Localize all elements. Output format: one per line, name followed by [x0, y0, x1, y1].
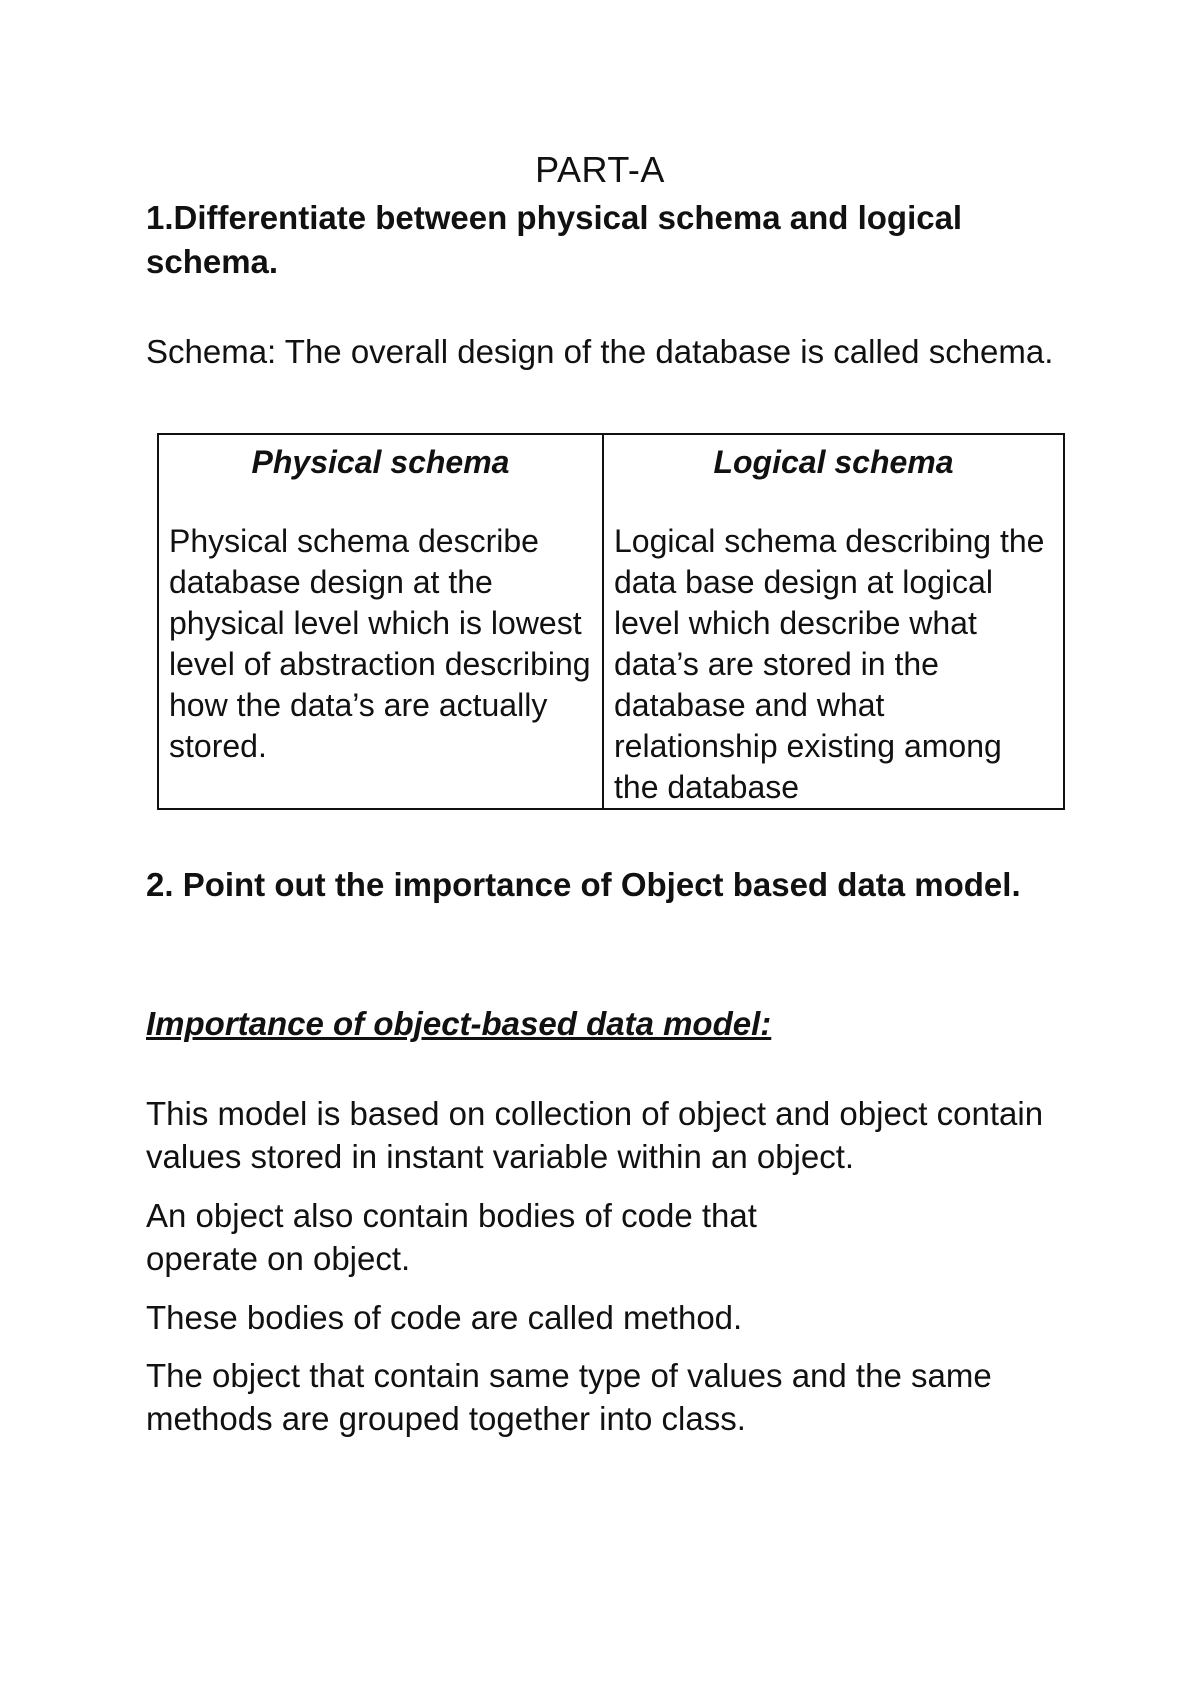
paragraph-method: These bodies of code are called method.	[146, 1299, 743, 1336]
paragraph-class: The object that contain same type of values and the same methods are grouped together into class.	[146, 1357, 992, 1437]
physical-schema-description: Physical schema describe database design at the physical level which is lowest level of abstraction describing how the data’s are actually stored.	[169, 523, 591, 764]
question-2-heading: 2. Point out the importance of Object based data model.	[146, 866, 1021, 903]
page-title: PART-A	[535, 149, 665, 190]
physical-schema-header: Physical schema	[251, 444, 510, 480]
table-row	[158, 434, 1064, 809]
paragraph-object-code: An object also contain bodies of code that operate on object.	[146, 1197, 757, 1277]
schema-comparison-table	[157, 433, 1065, 810]
physical-schema-cell	[158, 434, 603, 809]
logical-schema-description: Logical schema describing the data base design at logical level which describe what data’s are stored in the database and what relationship existing among the database	[614, 523, 1045, 805]
paragraph-object-collection: This model is based on collection of object and object contain values stored in instant variable within an object.	[146, 1095, 1044, 1175]
logical-schema-cell	[603, 434, 1064, 809]
schema-definition: Schema: The overall design of the database is called schema.	[146, 333, 1054, 370]
importance-subheading: Importance of object-based data model:	[146, 1005, 772, 1042]
logical-schema-header: Logical schema	[713, 444, 954, 480]
question-1-heading: 1.Differentiate between physical schema and logical schema.	[146, 199, 963, 280]
